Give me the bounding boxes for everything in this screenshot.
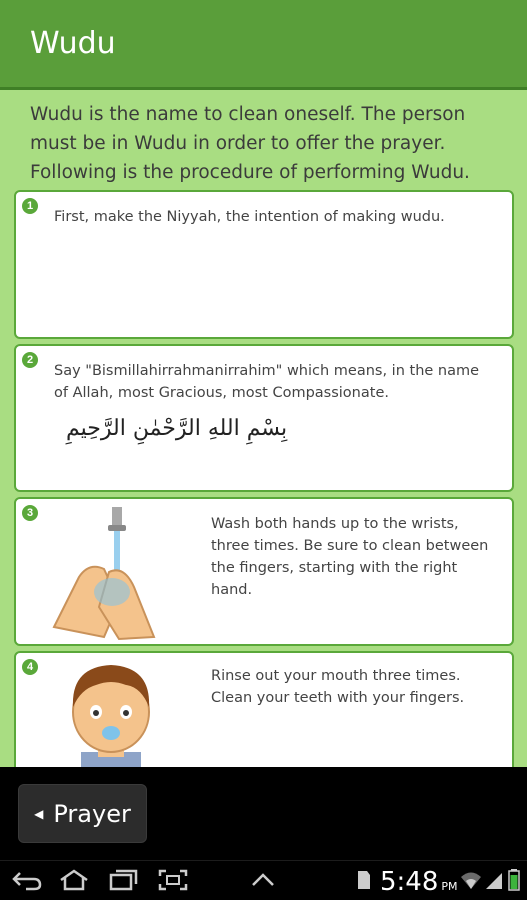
step-text: Rinse out your mouth three times. Clean your teeth with your fingers. xyxy=(211,668,465,706)
step-card-4 xyxy=(14,651,514,767)
boy-rinsing-mouth-illustration xyxy=(56,657,166,767)
status-clock xyxy=(380,867,458,897)
back-to-prayer-button[interactable] xyxy=(18,784,147,843)
bottom-action-bar xyxy=(0,767,527,860)
back-icon[interactable] xyxy=(12,869,42,891)
intro-text: Wudu is the name to clean oneself. The person must be in Wudu in order to offer the prayer. Following is the procedure of performing Wudu. xyxy=(30,104,470,183)
sd-card-icon xyxy=(356,869,372,891)
wifi-icon xyxy=(460,869,482,891)
step-card-1 xyxy=(14,190,514,339)
clock-ampm: PM xyxy=(441,880,458,893)
back-arrow-icon: ◀ xyxy=(34,806,44,821)
step-card-2 xyxy=(14,344,514,492)
washing-hands-illustration xyxy=(44,507,164,642)
content-scroll[interactable] xyxy=(0,90,527,767)
signal-icon xyxy=(484,869,504,891)
screenshot-icon[interactable] xyxy=(158,869,188,891)
step-text: Wash both hands up to the wrists, three times. Be sure to clean between the fingers, starting with the right hand. xyxy=(211,516,489,598)
step-number: 2 xyxy=(22,352,38,368)
step-card-3 xyxy=(14,497,514,646)
battery-icon xyxy=(508,869,520,891)
recent-apps-icon[interactable] xyxy=(108,869,138,891)
step-text: Say "Bismillahirrahmanirrahim" which means, in the name of Allah, most Gracious, most Compassionate. xyxy=(54,363,480,401)
chevron-up-icon[interactable] xyxy=(249,869,277,891)
page-title: Wudu xyxy=(30,26,116,61)
step-text: First, make the Niyyah, the intention of making wudu. xyxy=(54,209,445,225)
bismillah-calligraphy: بِسْمِ اللهِ الرَّحْمٰنِ الرَّحِيمِ xyxy=(66,416,288,441)
back-button-label: Prayer xyxy=(53,799,131,828)
app-header xyxy=(0,0,527,90)
home-icon[interactable] xyxy=(58,869,90,891)
system-navigation-bar xyxy=(0,860,527,900)
step-number: 4 xyxy=(22,659,38,675)
clock-time: 5:48 xyxy=(380,867,439,897)
step-number: 1 xyxy=(22,198,38,214)
step-number: 3 xyxy=(22,505,38,521)
